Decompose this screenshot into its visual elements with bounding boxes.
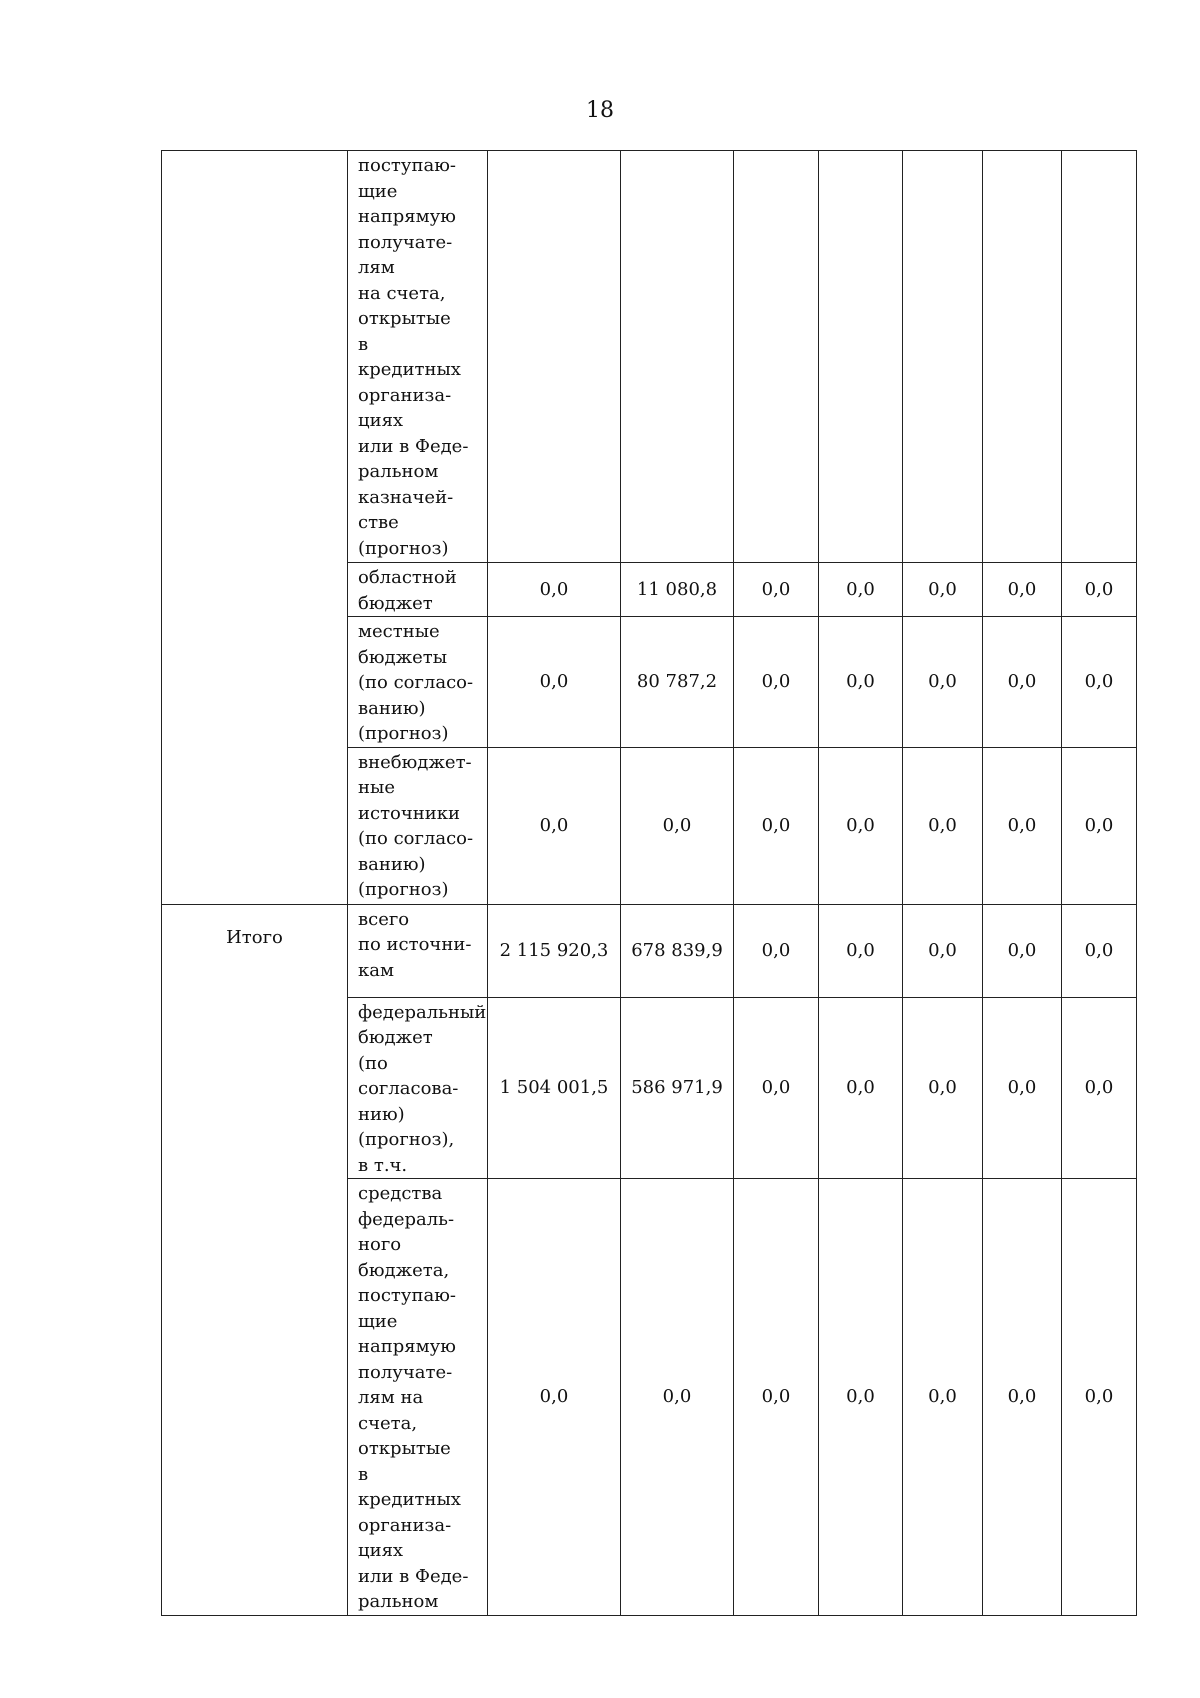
- value-cell: 0,0: [903, 747, 983, 904]
- value-cell: 0,0: [1062, 563, 1137, 617]
- value-cell: 0,0: [819, 563, 903, 617]
- source-label: областной бюджет: [348, 563, 488, 617]
- value-cell: 0,0: [621, 747, 734, 904]
- value-cell: 0,0: [819, 617, 903, 748]
- value-cell: 0,0: [488, 1179, 621, 1616]
- value-cell: 0,0: [903, 997, 983, 1179]
- value-cell: 0,0: [734, 563, 819, 617]
- value-cell: 0,0: [734, 904, 819, 997]
- source-label: поступаю- щие напрямую получате- лям на счета, открытые в кредитных организа- циях или в Феде- ральном казначей- стве (прогноз): [348, 151, 488, 563]
- value-cell: 0,0: [1062, 904, 1137, 997]
- value-cell: 0,0: [819, 1179, 903, 1616]
- value-cell: 1 504 001,5: [488, 997, 621, 1179]
- value-cell: 0,0: [1062, 1179, 1137, 1616]
- value-cell: 0,0: [903, 1179, 983, 1616]
- value-cell: 0,0: [819, 904, 903, 997]
- value-cell: 80 787,2: [621, 617, 734, 748]
- value-cell: 0,0: [734, 997, 819, 1179]
- value-cell: 0,0: [903, 617, 983, 748]
- value-cell: 0,0: [819, 747, 903, 904]
- value-cell: 0,0: [983, 904, 1062, 997]
- value-cell: 0,0: [983, 563, 1062, 617]
- value-cell: 0,0: [488, 563, 621, 617]
- value-cell: 0,0: [903, 563, 983, 617]
- source-label: всего по источни- кам: [348, 904, 488, 997]
- page-number: 18: [586, 98, 614, 123]
- section-label-cell: [162, 151, 348, 905]
- value-cell: 0,0: [1062, 747, 1137, 904]
- value-cell: 0,0: [983, 997, 1062, 1179]
- value-cell: 0,0: [983, 747, 1062, 904]
- value-cell: 2 115 920,3: [488, 904, 621, 997]
- value-cell: 0,0: [1062, 617, 1137, 748]
- value-cell: [1062, 151, 1137, 563]
- value-cell: 0,0: [983, 1179, 1062, 1616]
- value-cell: [488, 151, 621, 563]
- budget-table: [161, 150, 1137, 1616]
- value-cell: 0,0: [819, 997, 903, 1179]
- table-row: [162, 151, 1137, 563]
- value-cell: [819, 151, 903, 563]
- value-cell: 0,0: [734, 617, 819, 748]
- source-label: местные бюджеты (по согласо- ванию) (прогноз): [348, 617, 488, 748]
- value-cell: [621, 151, 734, 563]
- total-label: Итого: [162, 904, 348, 1615]
- source-label: внебюджет- ные источники (по согласо- ванию) (прогноз): [348, 747, 488, 904]
- value-cell: 0,0: [734, 1179, 819, 1616]
- source-label: федеральный бюджет (по согласова- нию) (прогноз), в т.ч.: [348, 997, 488, 1179]
- value-cell: 0,0: [734, 747, 819, 904]
- value-cell: [734, 151, 819, 563]
- value-cell: [903, 151, 983, 563]
- value-cell: 11 080,8: [621, 563, 734, 617]
- source-label: средства федераль- ного бюджета, поступаю- щие напрямую получате- лям на счета, открытые в кредитных организа- циях или в Феде- ральном: [348, 1179, 488, 1616]
- value-cell: 0,0: [903, 904, 983, 997]
- value-cell: 586 971,9: [621, 997, 734, 1179]
- value-cell: [983, 151, 1062, 563]
- table-row: [162, 904, 1137, 997]
- value-cell: 0,0: [488, 747, 621, 904]
- value-cell: 0,0: [488, 617, 621, 748]
- value-cell: 0,0: [1062, 997, 1137, 1179]
- value-cell: 0,0: [983, 617, 1062, 748]
- value-cell: 678 839,9: [621, 904, 734, 997]
- value-cell: 0,0: [621, 1179, 734, 1616]
